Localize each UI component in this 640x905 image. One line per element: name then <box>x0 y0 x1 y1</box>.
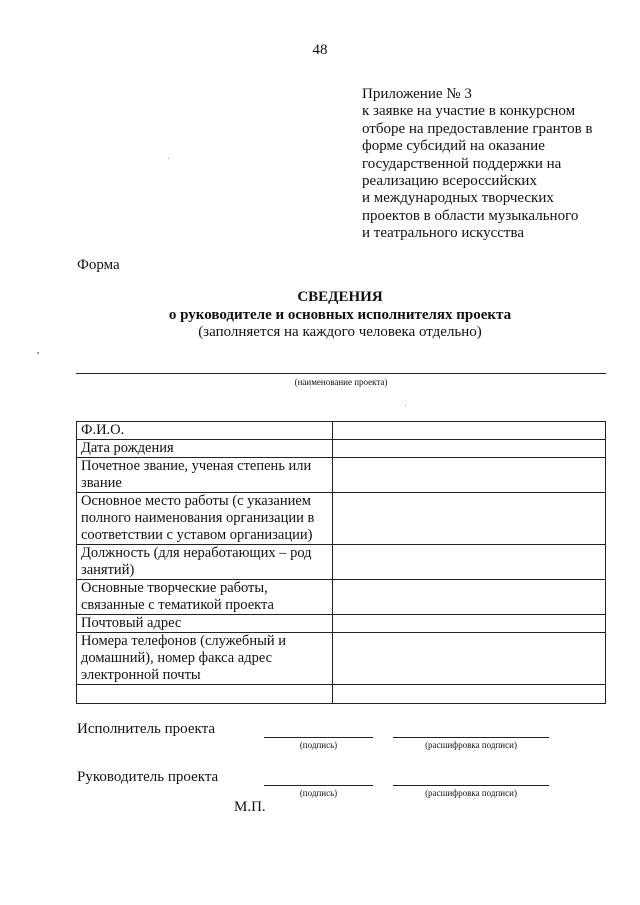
info-table <box>76 421 606 704</box>
table-row <box>77 545 606 580</box>
appendix-line: Приложение № 3 <box>362 86 472 102</box>
row-value-cell[interactable] <box>333 615 606 633</box>
manager-decoding-field[interactable] <box>393 785 549 786</box>
row-label: Должность (для неработающих – род занятий) <box>77 545 333 580</box>
appendix-line: и театрального искусства <box>362 225 525 242</box>
appendix-line: к заявке на участие в конкурсном <box>362 103 576 120</box>
table-row <box>77 422 606 440</box>
document-title: СВЕДЕНИЯ <box>297 289 383 305</box>
appendix-block <box>362 86 622 243</box>
manager-signature-caption: (подпись) <box>299 788 338 798</box>
appendix-line: реализацию всероссийских <box>362 173 537 190</box>
executor-label: Исполнитель проекта <box>77 721 216 737</box>
stamp-placeholder: М.П. <box>234 799 266 815</box>
executor-signature-field[interactable] <box>264 737 373 738</box>
row-label: Основное место работы (с указанием полного наименования организации в соответствии с уставом организации) <box>77 493 333 545</box>
form-label: Форма <box>77 257 120 273</box>
scan-speck <box>168 158 169 159</box>
table-row <box>77 615 606 633</box>
project-name-caption: (наименование проекта) <box>294 377 388 387</box>
row-label: Почтовый адрес <box>77 615 333 633</box>
row-label[interactable] <box>77 685 333 704</box>
appendix-line: отборе на предоставление грантов в <box>362 120 593 137</box>
row-label: Номера телефонов (служебный и домашний), номер факса адрес электронной почты <box>77 633 333 685</box>
document-note: (заполняется на каждого человека отдельно) <box>198 324 482 340</box>
manager-decoding-caption: (расшифровка подписи) <box>425 788 517 798</box>
row-value-cell[interactable] <box>333 458 606 493</box>
row-value-cell[interactable] <box>333 440 606 458</box>
row-value-cell[interactable] <box>333 422 606 440</box>
table-row <box>77 580 606 615</box>
manager-label: Руководитель проекта <box>77 769 219 785</box>
table-row <box>77 633 606 685</box>
row-value-cell[interactable] <box>333 633 606 685</box>
appendix-line: государственной поддержки на <box>362 155 562 172</box>
row-value-cell[interactable] <box>333 580 606 615</box>
executor-decoding-field[interactable] <box>393 737 549 738</box>
scan-speck <box>405 405 406 406</box>
executor-signature-caption: (подпись) <box>299 740 338 750</box>
appendix-line: форме субсидий на оказание <box>362 138 545 155</box>
table-row <box>77 458 606 493</box>
row-label: Почетное звание, ученая степень или звание <box>77 458 333 493</box>
executor-decoding-caption: (расшифровка подписи) <box>425 740 517 750</box>
row-value-cell[interactable] <box>333 545 606 580</box>
table-row <box>77 685 606 704</box>
appendix-line: и международных творческих <box>362 190 554 207</box>
row-label: Ф.И.О. <box>77 422 333 440</box>
document-subtitle: о руководителе и основных исполнителях проекта <box>168 307 512 323</box>
row-value-cell[interactable] <box>333 493 606 545</box>
row-label: Дата рождения <box>77 440 333 458</box>
manager-signature-field[interactable] <box>264 785 373 786</box>
page-number: 48 <box>312 42 328 58</box>
appendix-line: проектов в области музыкального <box>362 207 579 224</box>
row-value-cell[interactable] <box>333 685 606 704</box>
row-label: Основные творческие работы, связанные с тематикой проекта <box>77 580 333 615</box>
table-row <box>77 440 606 458</box>
project-name-field[interactable] <box>76 373 606 374</box>
scan-speck <box>37 352 39 354</box>
table-row <box>77 493 606 545</box>
